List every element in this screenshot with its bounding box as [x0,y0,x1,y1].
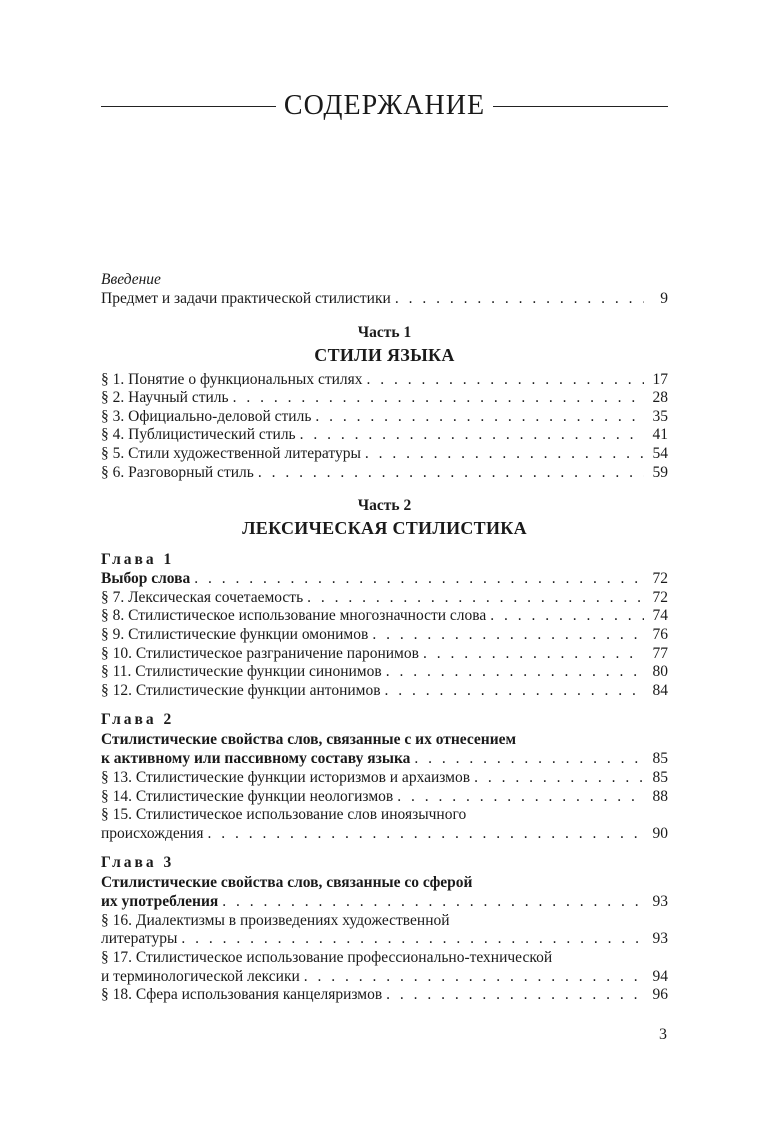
part-number: Часть 2 [357,497,412,515]
dot-leader [381,682,644,701]
part-number: Часть 1 [357,323,412,341]
toc-entry-page: 35 [652,407,668,425]
chapter-title [101,570,668,589]
part-title: ЛЕКСИЧЕСКАЯ СТИЛИСТИКА [242,518,527,539]
toc-entry-page: 28 [652,389,668,407]
toc-entry [101,408,668,427]
chapter-block [101,550,668,700]
toc-entry [101,788,668,807]
chapter-label: Глава 3 [101,854,175,872]
dot-leader [361,445,644,464]
dot-leader [300,968,644,987]
dot-leader [486,607,644,626]
toc-entry-page: 59 [652,463,668,481]
toc-entry-text: § 11. Стилистические функции синонимов [101,663,382,681]
toc-entry-page: 84 [652,681,668,699]
toc-entry-page: 93 [652,930,668,948]
chapter-title-line: Стилистические свойства слов, связанные с их отнесением [101,731,517,749]
toc-entry [101,389,668,408]
toc-entry [101,769,668,788]
page-number: 3 [659,1026,667,1043]
toc-entry-text: § 7. Лексическая сочетаемость [101,588,304,606]
toc-entry-text: и терминологической лексики [101,967,300,985]
dot-leader [254,464,644,483]
toc-entry [101,825,668,844]
toc-entry-text: § 5. Стили художественной литературы [101,444,361,462]
toc-entry [101,682,668,701]
toc-entry-text: § 2. Научный стиль [101,389,229,407]
toc-entry-text: § 1. Понятие о функциональных стилях [101,370,363,388]
toc-header [101,86,668,126]
toc-entry-page: 72 [652,570,668,588]
dot-leader [303,589,644,608]
chapter-title-text: их употребления [101,893,219,911]
table-of-contents [101,270,668,1005]
dot-leader [190,570,644,589]
dot-leader [382,986,644,1005]
toc-entry [101,371,668,390]
toc-entry-text: § 9. Стилистические функции омонимов [101,625,369,643]
toc-entry [101,290,668,309]
toc-entry [101,663,668,682]
dot-leader [296,426,644,445]
toc-entry-text: § 12. Стилистические функции антонимов [101,681,381,699]
toc-entry-text: § 8. Стилистическое использование многозначности слова [101,607,487,625]
toc-entry-page: 85 [652,750,668,768]
toc-entry [101,607,668,626]
header-rule-right [493,106,668,107]
toc-entry [101,445,668,464]
toc-entry-page: 41 [652,426,668,444]
header-rule-left [101,106,276,107]
toc-entry-text: Предмет и задачи практической стилистики [101,290,391,307]
toc-entry-text: § 15. Стилистическое использование слов иноязычного [101,806,467,824]
dot-leader [393,788,644,807]
dot-leader [218,893,644,912]
toc-entry [101,626,668,645]
part-heading [101,496,668,540]
toc-entry-text: § 18. Сфера использования канцеляризмов [101,986,383,1004]
toc-entry-page: 80 [652,663,668,681]
page-title: СОДЕРЖАНИЕ [283,90,486,121]
dot-leader [470,769,644,788]
dot-leader [363,371,644,390]
toc-entry [101,645,668,664]
toc-entry [101,930,668,949]
chapter-title [101,893,668,912]
chapter-block [101,853,668,1005]
chapter-label: Глава 2 [101,711,175,729]
toc-entry-page: 96 [652,986,668,1004]
dot-leader [410,750,644,769]
toc-entry-page: 85 [652,768,668,786]
toc-entry-text: § 6. Разговорный стиль [101,463,254,481]
part-heading [101,323,668,367]
dot-leader [382,663,644,682]
toc-entry-text: § 16. Диалектизмы в произведениях художественной [101,911,450,929]
toc-entry-text: § 14. Стилистические функции неологизмов [101,787,394,805]
chapter-title-line: Стилистические свойства слов, связанные со сферой [101,874,473,892]
toc-entry-page: 90 [652,824,668,842]
chapter-block [101,710,668,843]
dot-leader [368,626,644,645]
toc-entry-page: 72 [652,588,668,606]
toc-entry-text: литературы [101,930,178,948]
dot-leader [419,645,644,664]
dot-leader [203,825,644,844]
toc-entry-text: происхождения [101,824,204,842]
toc-entry-text: § 13. Стилистические функции историзмов и архаизмов [101,768,471,786]
toc-entry-text: § 4. Публицистический стиль [101,426,296,444]
dot-leader [311,408,644,427]
toc-entry [101,464,668,483]
toc-entry [101,426,668,445]
toc-entry [101,589,668,608]
toc-entry-page: 76 [652,625,668,643]
toc-entry-page: 94 [652,967,668,985]
toc-entry-page: 88 [652,787,668,805]
toc-entry-text: § 17. Стилистическое использование профессионально-технической [101,949,553,967]
dot-leader [391,290,644,309]
chapter-title-text: Выбор слова [101,570,191,588]
toc-entry-page: 93 [652,893,668,911]
toc-entry-page: 9 [660,290,668,307]
toc-entry [101,986,668,1005]
toc-entry-page: 74 [652,607,668,625]
toc-entry-text: § 10. Стилистическое разграничение паронимов [101,644,419,662]
chapter-title-text: к активному или пассивному составу языка [101,750,411,768]
toc-entry-page: 54 [652,444,668,462]
dot-leader [177,930,644,949]
chapter-title [101,750,668,769]
part-title: СТИЛИ ЯЗЫКА [314,344,455,365]
toc-entry-page: 77 [652,644,668,662]
intro-label: Введение [101,271,161,288]
toc-entry-page: 17 [652,370,668,388]
chapter-label: Глава 1 [101,551,175,569]
dot-leader [229,389,644,408]
toc-entry-text: § 3. Официально-деловой стиль [101,407,312,425]
toc-entry [101,968,668,987]
